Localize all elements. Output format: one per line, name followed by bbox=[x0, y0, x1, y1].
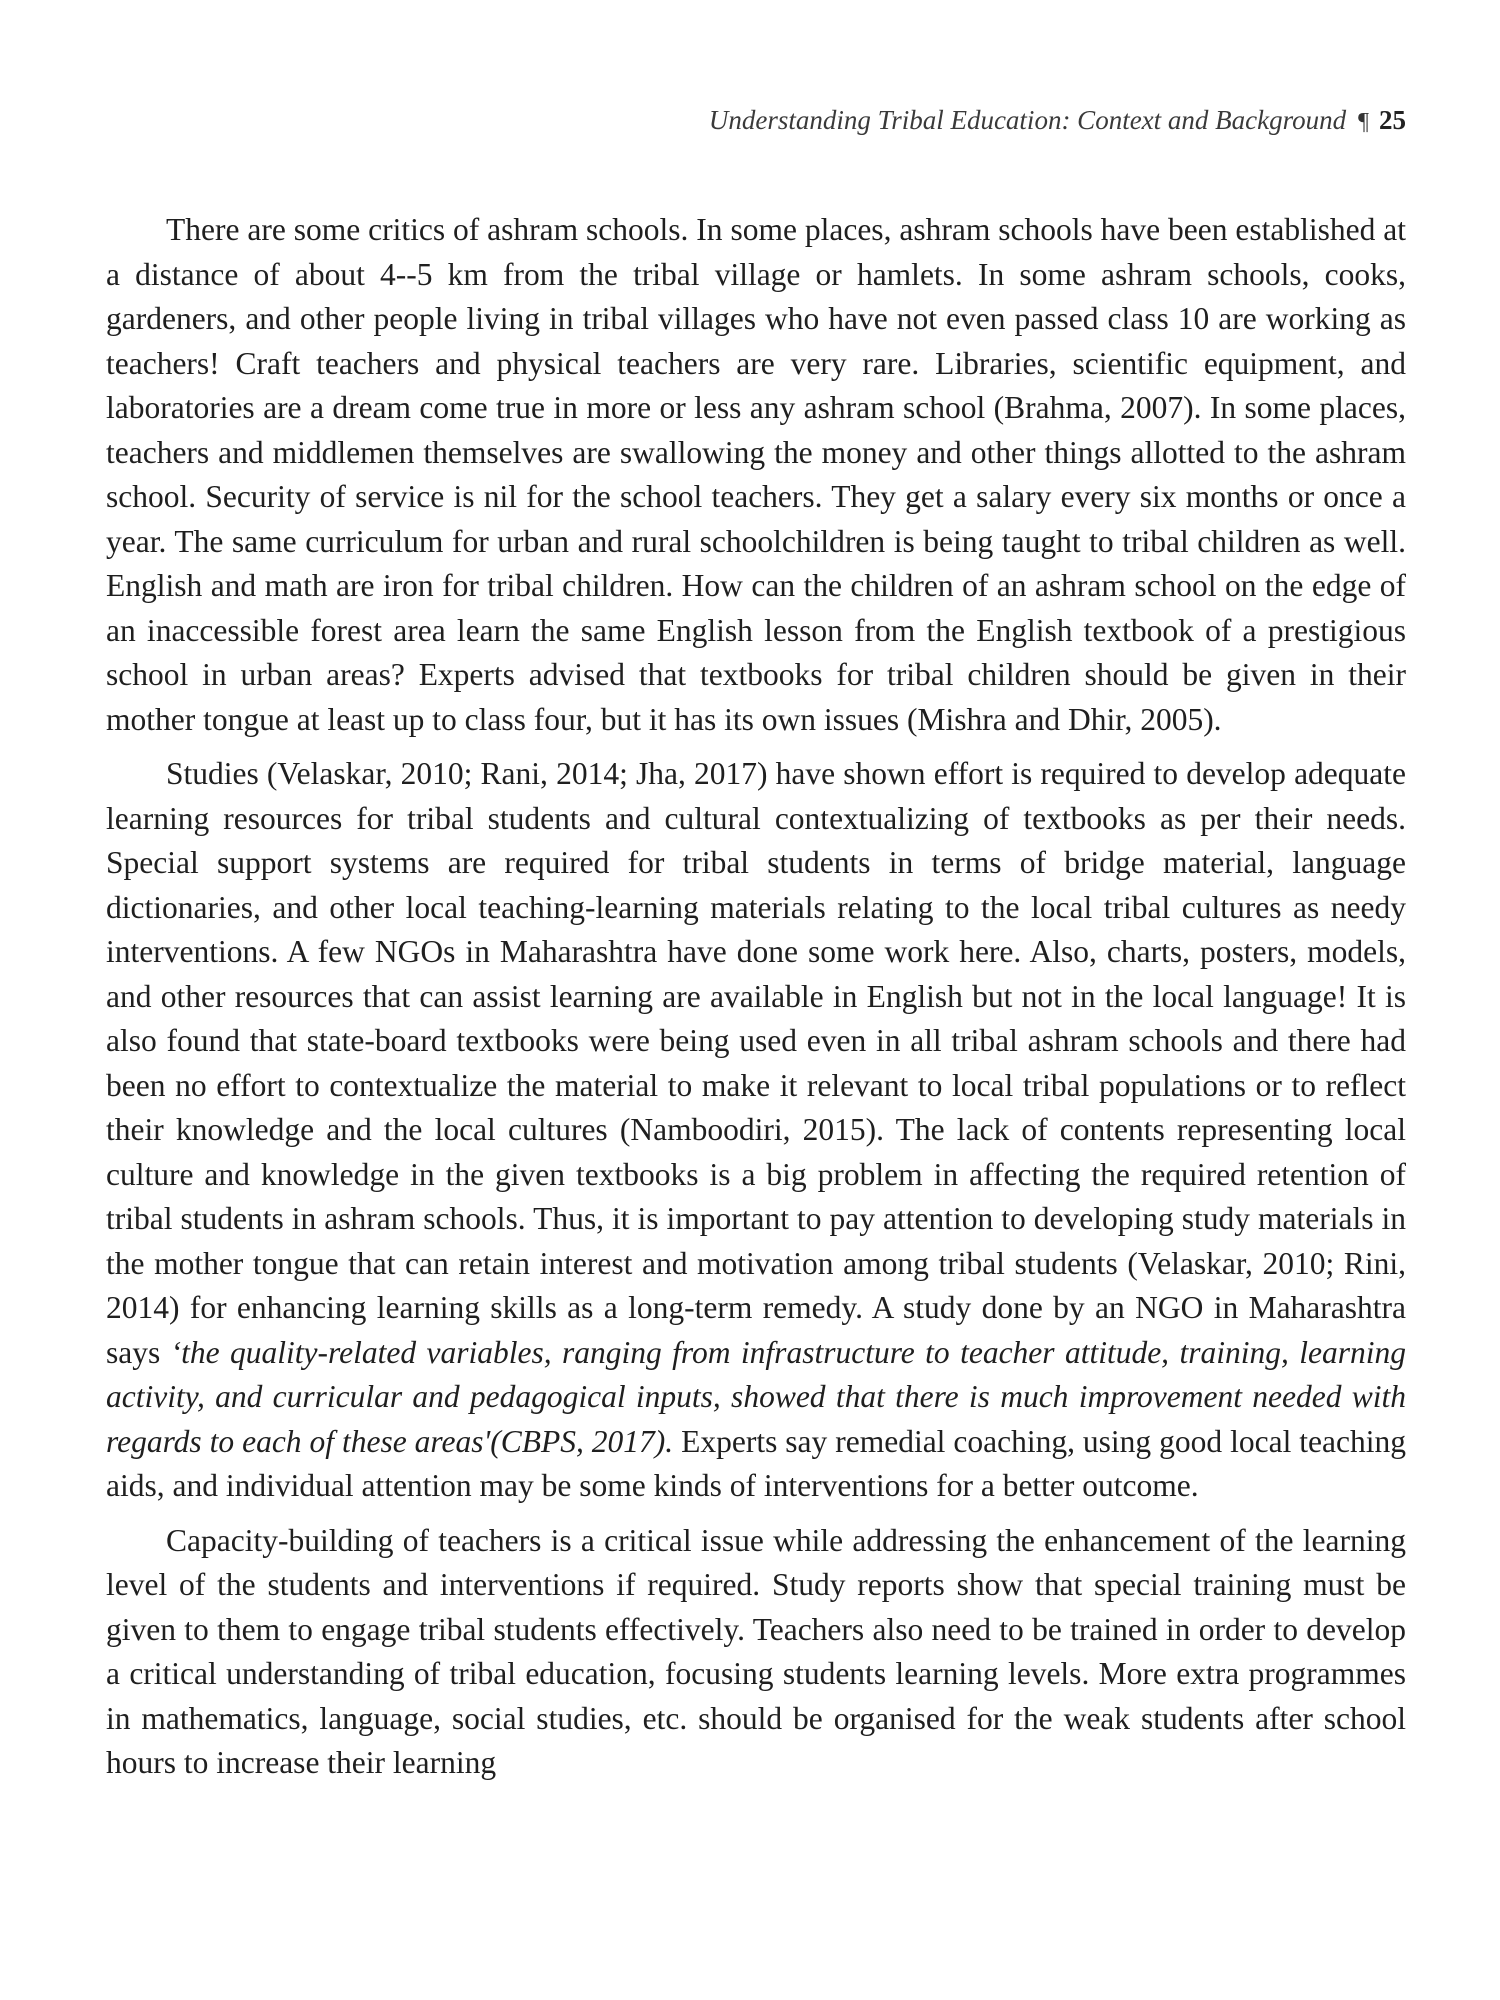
pilcrow-icon: ¶ bbox=[1358, 109, 1369, 135]
paragraph-ashram-critics: There are some critics of ashram schools. In some places, ashram schools have been established at a distance of about 4--5 km from the tribal village or hamlets. In some ashram schools, cooks, gardeners, and other people living in tribal villages who have not even passed class 10 are working as teachers! Craft teachers and physical teachers are very rare. Libraries, scientific equipment, and laboratories are a dream come true in more or less any ashram school (Brahma, 2007). In some places, teachers and middlemen themselves are swallowing the money and other things allotted to the ashram school. Security of service is nil for the school teachers. They get a salary every six months or once a year. The same curriculum for urban and rural schoolchildren is being taught to tribal children as well. English and math are iron for tribal children. How can the children of an ashram school on the edge of an inaccessible forest area learn the same English lesson from the English textbook of a prestigious school in urban areas? Experts advised that textbooks for tribal children should be given in their mother tongue at least up to class four, but it has its own issues (Mishra and Dhir, 2005). bbox=[106, 212, 1406, 737]
paragraph-learning-resources bbox=[106, 752, 1406, 1509]
paragraph-text: Experts say remedial coaching, using good local teaching aids, and individual attention may be some kinds of interventions for a better outcome. bbox=[106, 1423, 1406, 1503]
paragraph-text: Studies (Velaskar, 2010; Rani, 2014; Jha, 2017) have shown effort is required to develop adequate learning resources for tribal students and cultural contextualizing of textbooks as per their needs. Special support systems are required for tribal students in terms of bridge material, language dictionaries, and other local teaching-learning materials relating to the local tribal cultures as needy interventions. A few NGOs in Maharashtra have done some work here. Also, charts, posters, models, and other resources that can assist learning are available in English but not in the local language! It is also found that state-board textbooks were being used even in all tribal ashram schools and there had been no effort to contextualize the material to make it relevant to local tribal populations or to reflect their knowledge and the local cultures (Namboodiri, 2015). The lack of contents representing local culture and knowledge in the given textbooks is a big problem in affecting the required retention of tribal students in ashram schools. Thus, it is important to pay attention to developing study materials in the mother tongue that can retain interest and motivation among tribal students (Velaskar, 2010; Rini, 2014) for enhancing learning skills as a long-term remedy. A study done by an NGO in Maharashtra says bbox=[106, 756, 1406, 1370]
running-title: Understanding Tribal Education: Context and Background bbox=[708, 105, 1347, 135]
body-text bbox=[106, 208, 1406, 1796]
ngo-study-quote: ‘the quality-related variables, ranging from infrastructure to teacher attitude, training, learning activity, and curricular and pedagogical inputs, showed that there is much improvement needed with regards to each of these areas'(CBPS, 2017). bbox=[106, 1334, 1407, 1459]
page-number: 25 bbox=[1379, 105, 1406, 135]
running-header bbox=[106, 104, 1406, 138]
paragraph-capacity-building: Capacity-building of teachers is a critical issue while addressing the enhancement of the learning level of the students and interventions if required. Study reports show that special training must be given to them to engage tribal students effectively. Teachers also need to be trained in order to develop a critical understanding of tribal education, focusing students learning levels. More extra programmes in mathematics, language, social studies, etc. should be organised for the weak students after school hours to increase their learning bbox=[106, 1522, 1406, 1780]
